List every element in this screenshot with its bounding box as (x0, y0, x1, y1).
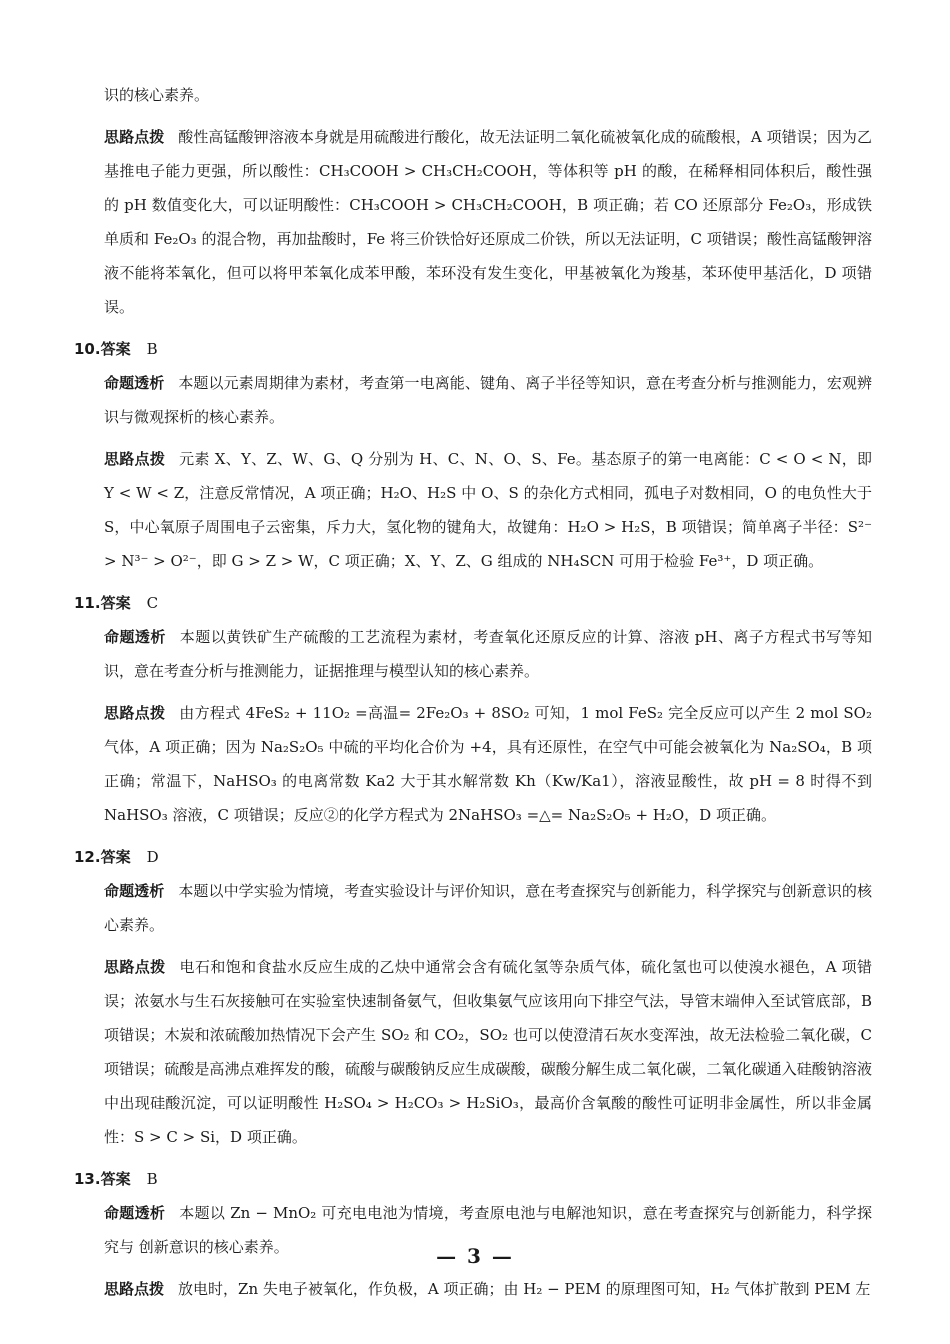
q10-silu-label: 思路点拨 (104, 450, 166, 468)
q13-answer: B (146, 1170, 158, 1188)
q13-silu-text: 放电时，Zn 失电子被氧化，作负极，A 项正确；由 H₂ − PEM 的原理图可知，H₂ 气体扩散到 PEM 左 (178, 1280, 871, 1298)
q12-answer-line (74, 840, 872, 874)
q9-silu-paragraph (104, 120, 872, 324)
q12-mingti-paragraph (104, 874, 872, 942)
q10-silu-paragraph (104, 442, 872, 578)
q9-silu-text: 酸性高锰酸钾溶液本身就是用硫酸进行酸化，故无法证明二氧化硫被氧化成的硫酸根，A 项错误；因为乙基推电子能力更强，所以酸性：CH₃COOH > CH₃CH₂COOH，等体积等 pH 的酸，在稀释相同体积后，酸性强的 pH 数值变化大，可以证明酸性：CH₃COOH > CH₃CH₂COOH，B 项正确；若 CO 还原部分 Fe₂O₃，形成铁单质和 Fe₂O₃ 的混合物，再加盐酸时，Fe 将三价铁恰好还原成二价铁，所以无法证明，C 项错误；酸性高锰酸钾溶液不能将苯氧化，但可以将甲苯氧化成苯甲酸，苯环没有发生变化，甲基被氧化为羧基，苯环使甲基活化，D 项错误。 (104, 128, 872, 316)
q9-silu-label: 思路点拨 (104, 128, 165, 146)
q13-answer-label: 答案 (100, 1170, 131, 1188)
q11-answer-label: 答案 (100, 594, 131, 612)
answer-content (74, 78, 872, 1306)
q11-mingti-label: 命题透析 (104, 628, 166, 646)
q12-mingti-label: 命题透析 (104, 882, 165, 900)
q13-silu-label: 思路点拨 (104, 1280, 165, 1298)
q10-mingti-paragraph (104, 366, 872, 434)
q10-answer-line (74, 332, 872, 366)
q11-mingti-paragraph (104, 620, 872, 688)
q12-answer: D (146, 848, 159, 866)
q12-silu-label: 思路点拨 (104, 958, 166, 976)
q11-answer: C (146, 594, 159, 612)
q12-mingti-text: 本题以中学实验为情境，考查实验设计与评价知识，意在考查探究与创新能力，科学探究与创新意识的核心素养。 (104, 882, 872, 934)
q13-answer-line (74, 1162, 872, 1196)
q10-number: 10. (74, 340, 101, 358)
q12-number: 12. (74, 848, 101, 866)
q13-mingti-text: 本题以 Zn − MnO₂ 可充电电池为情境，考查原电池与电解池知识，意在考查探究与创新能力，科学探究与 创新意识的核心素养。 (104, 1204, 872, 1256)
q11-silu-text: 由方程式 4FeS₂ + 11O₂ =高温= 2Fe₂O₃ + 8SO₂ 可知，1 mol FeS₂ 完全反应可以产生 2 mol SO₂ 气体，A 项正确；因为 Na₂S₂O₅ 中硫的平均化合价为 +4，具有还原性，在空气中可能会被氧化为 Na₂SO₄，B 项正确；常温下，NaHSO₃ 的电离常数 Ka2 大于其水解常数 Kh（Kw/Ka1），溶液显酸性，故 pH = 8 时得不到 NaHSO₃ 溶液，C 项错误；反应②的化学方程式为 2NaHSO₃ =△= Na₂S₂O₅ + H₂O，D 项正确。 (104, 704, 872, 824)
q11-number: 11. (74, 594, 101, 612)
top-fragment: 识的核心素养。 (104, 86, 210, 104)
page-number: — 3 — (436, 1244, 514, 1268)
q10-mingti-text: 本题以元素周期律为素材，考查第一电离能、键角、离子半径等知识，意在考查分析与推测能力，宏观辨识与微观探析的核心素养。 (104, 374, 872, 426)
q12-silu-paragraph (104, 950, 872, 1154)
q10-mingti-label: 命题透析 (104, 374, 165, 392)
q13-mingti-label: 命题透析 (104, 1204, 166, 1222)
q13-number: 13. (74, 1170, 101, 1188)
q10-answer-label: 答案 (100, 340, 131, 358)
q11-silu-paragraph (104, 696, 872, 832)
q11-answer-line (74, 586, 872, 620)
q11-mingti-text: 本题以黄铁矿生产硫酸的工艺流程为素材，考查氧化还原反应的计算、溶液 pH、离子方程式书写等知识，意在考查分析与推测能力，证据推理与模型认知的核心素养。 (104, 628, 872, 680)
q12-answer-label: 答案 (100, 848, 131, 866)
q10-answer: B (146, 340, 158, 358)
q12-silu-text: 电石和饱和食盐水反应生成的乙炔中通常会含有硫化氢等杂质气体，硫化氢也可以使溴水褪色，A 项错误；浓氨水与生石灰接触可在实验室快速制备氨气，但收集氨气应该用向下排空气法，导管末端伸入至试管底部，B 项错误；木炭和浓硫酸加热情况下会产生 SO₂ 和 CO₂，SO₂ 也可以使澄清石灰水变浑浊，故无法检验二氧化碳，C 项错误；硫酸是高沸点难挥发的酸，硫酸与碳酸钠反应生成碳酸，碳酸分解生成二氧化碳，二氧化碳通入硅酸钠溶液中出现硅酸沉淀，可以证明酸性 H₂SO₄ > H₂CO₃ > H₂SiO₃，最高价含氧酸的酸性可证明非金属性，所以非金属性：S > C > Si，D 项正确。 (104, 958, 872, 1146)
q13-silu-paragraph (104, 1272, 872, 1306)
q11-silu-label: 思路点拨 (104, 704, 166, 722)
q10-silu-text: 元素 X、Y、Z、W、G、Q 分别为 H、C、N、O、S、Fe。基态原子的第一电离能：C < O < N，即 Y < W < Z，注意反常情况，A 项正确；H₂O、H₂S 中 O、S 的杂化方式相同，孤电子对数相同，O 的电负性大于 S，中心氧原子周围电子云密集，斥力大，氢化物的键角大，故键角：H₂O > H₂S，B 项错误；简单离子半径：S²⁻ > N³⁻ > O²⁻，即 G > Z > W，C 项正确；X、Y、Z、G 组成的 NH₄SCN 可用于检验 Fe³⁺，D 项正确。 (104, 450, 872, 570)
